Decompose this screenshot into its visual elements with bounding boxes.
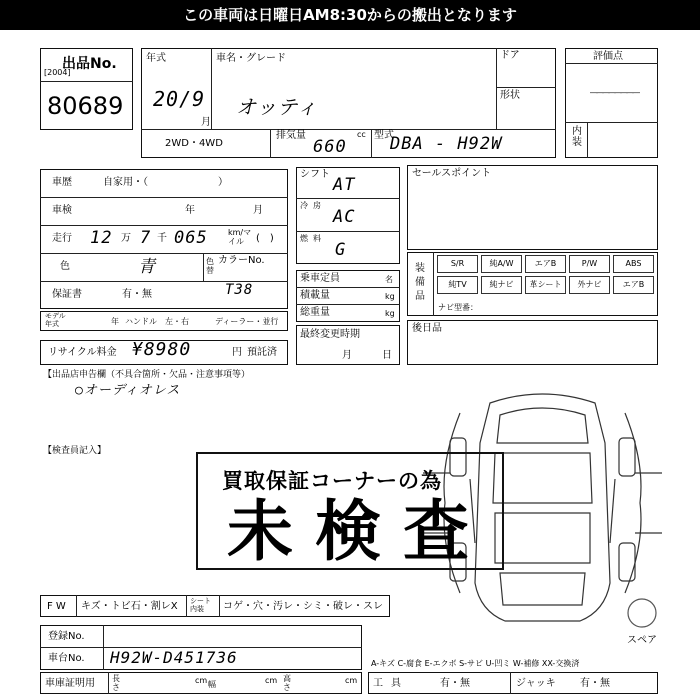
mileage-value-3: 065 [174, 228, 208, 248]
history-value: 自家用・（ ） [103, 177, 228, 188]
equip-cell: 外ナビ [569, 276, 610, 294]
recycle-label: リサイクル料金 [48, 347, 117, 358]
equip-cell: 革シート [525, 276, 566, 294]
damage-code-legend: A-キズ C-腐食 E-エクボ S-サビ U-凹ミ W-補修 XX-交換済 [371, 659, 580, 668]
color-no-value: T38 [225, 282, 254, 298]
type-label: 型式 [374, 130, 394, 141]
year-label: 年式 [146, 53, 166, 64]
fuel-value: G [335, 240, 347, 260]
stamp-main: 未検査 [227, 492, 491, 570]
month-suffix: 月 [201, 117, 211, 128]
score-value: ―――――――― [590, 88, 638, 97]
lot-number: 80689 [47, 92, 124, 120]
model-value: オッティ [236, 95, 318, 119]
cert-height-label: 高さ [283, 674, 291, 692]
cert-width-unit: cm [265, 676, 278, 685]
total-label: 総重量 [300, 307, 330, 318]
mileage-man: 万 [121, 233, 131, 244]
cert-height-unit: cm [345, 676, 358, 685]
equip-cell: 純TV [437, 276, 478, 294]
equip-cell: S/R [437, 255, 478, 273]
score-label: 評価点 [593, 51, 623, 62]
mileage-sen: 千 [157, 233, 167, 244]
navi-label: ナビ型番： [438, 303, 478, 312]
recycle-value: ¥8980 [132, 339, 192, 360]
seat-label: シート内装 [190, 597, 211, 613]
equip-cell: P/W [569, 255, 610, 273]
drive-label: 2WD・4WD [165, 138, 223, 149]
jack-label: ジャッキ [516, 678, 556, 689]
post-items-label: 後日品 [412, 323, 442, 334]
mileage-unit: km/マイル [228, 228, 252, 246]
seat-value: コゲ・穴・汚レ・シミ・破レ・スレ [223, 601, 383, 612]
equip-cell: 純ナビ [481, 276, 522, 294]
year-value: 20/9 [153, 87, 206, 111]
model-year-label: モデル年式 [45, 312, 66, 328]
inspection-year: 年 [185, 205, 195, 216]
equip-cell: エアB [525, 255, 566, 273]
lot-year-tag: [2004] [44, 68, 71, 77]
recycle-unit: 円 [232, 347, 242, 358]
displacement-label: 排気量 [276, 130, 306, 141]
post-items-box [407, 320, 658, 365]
mileage-value-1: 12 [90, 228, 113, 248]
seller-notes-label: 【出品店申告欄（不具合箇所・欠品・注意事項等） [43, 370, 251, 380]
load-unit: kg [385, 292, 395, 301]
inspection-label: 車検 [52, 205, 72, 216]
banner-notice: この車両は日曜日AM8:30からの搬出となります [0, 0, 700, 30]
cert-width-label: 幅 [208, 680, 216, 689]
shift-label: シフト [300, 169, 330, 180]
interior-label: 内装 [572, 126, 582, 148]
displacement-unit: cc [357, 130, 366, 139]
recycle-status: 預託済 [247, 347, 277, 358]
shape-label: 形状 [500, 90, 520, 101]
fuel-label: 燃料 [300, 234, 326, 243]
color-no-label: カラーNo. [218, 255, 265, 266]
equip-cell: 純A/W [481, 255, 522, 273]
handle-value: 左・右 [165, 317, 189, 326]
stamp-subtitle: 買取保証コーナーの為 [222, 469, 442, 493]
cert-length-label: 長さ [112, 674, 120, 692]
aircon-value: AC [333, 207, 356, 227]
tools-jack-box [368, 672, 658, 694]
mileage-value-2: 7 [140, 228, 152, 248]
registration-label: 登録No. [48, 631, 85, 642]
spare-label: スペア [627, 635, 657, 646]
equip-cell: エアB [613, 276, 654, 294]
chassis-label: 車台No. [48, 653, 85, 664]
color-label: 色 [60, 261, 70, 272]
shift-value: AT [333, 175, 356, 195]
change-day: 日 [382, 350, 392, 361]
equip-label: 装備品 [415, 263, 425, 302]
color-value: 青 [138, 257, 156, 277]
fw-value: キズ・トビ石・割レX [81, 601, 178, 612]
history-label: 車歴 [52, 177, 72, 188]
lot-label: 出品No. [62, 56, 117, 72]
warranty-value: 有・無 [122, 289, 152, 300]
certificate-label: 車庫証明用 [45, 678, 95, 689]
aircon-label: 冷房 [300, 201, 326, 210]
type-value: DBA - H92W [390, 134, 503, 154]
model-year-unit: 年 [111, 317, 119, 326]
change-label: 最終変更時期 [300, 329, 360, 340]
warranty-label: 保証書 [52, 289, 82, 300]
change-month: 月 [342, 350, 352, 361]
mileage-paren: ( ) [256, 233, 274, 244]
inspector-label: 【検査員記入】 [43, 446, 107, 456]
door-label: ドア [500, 50, 520, 61]
handle-label: ハンドル [125, 317, 157, 326]
mileage-label: 走行 [52, 233, 72, 244]
load-label: 積載量 [300, 290, 330, 301]
tools-label: 工具 [373, 678, 409, 689]
equip-cell: ABS [613, 255, 654, 273]
color-change-label: 色替 [206, 257, 214, 275]
displacement-value: 660 [313, 137, 347, 157]
model-label: 車名・グレード [216, 53, 286, 64]
cert-length-unit: cm [195, 676, 208, 685]
inspection-month: 月 [253, 205, 263, 216]
total-unit: kg [385, 309, 395, 318]
seller-notes-value: ○オーディオレス [75, 383, 181, 398]
capacity-unit: 名 [385, 275, 393, 284]
fw-label: F W [47, 601, 66, 612]
dealer-label: ディーラー・並行 [215, 317, 279, 326]
tools-value: 有・無 [440, 678, 470, 689]
jack-value: 有・無 [580, 678, 610, 689]
sales-point-label: セールスポイント [412, 168, 492, 179]
chassis-value: H92W-D451736 [110, 648, 238, 667]
capacity-label: 乗車定員 [300, 273, 340, 284]
